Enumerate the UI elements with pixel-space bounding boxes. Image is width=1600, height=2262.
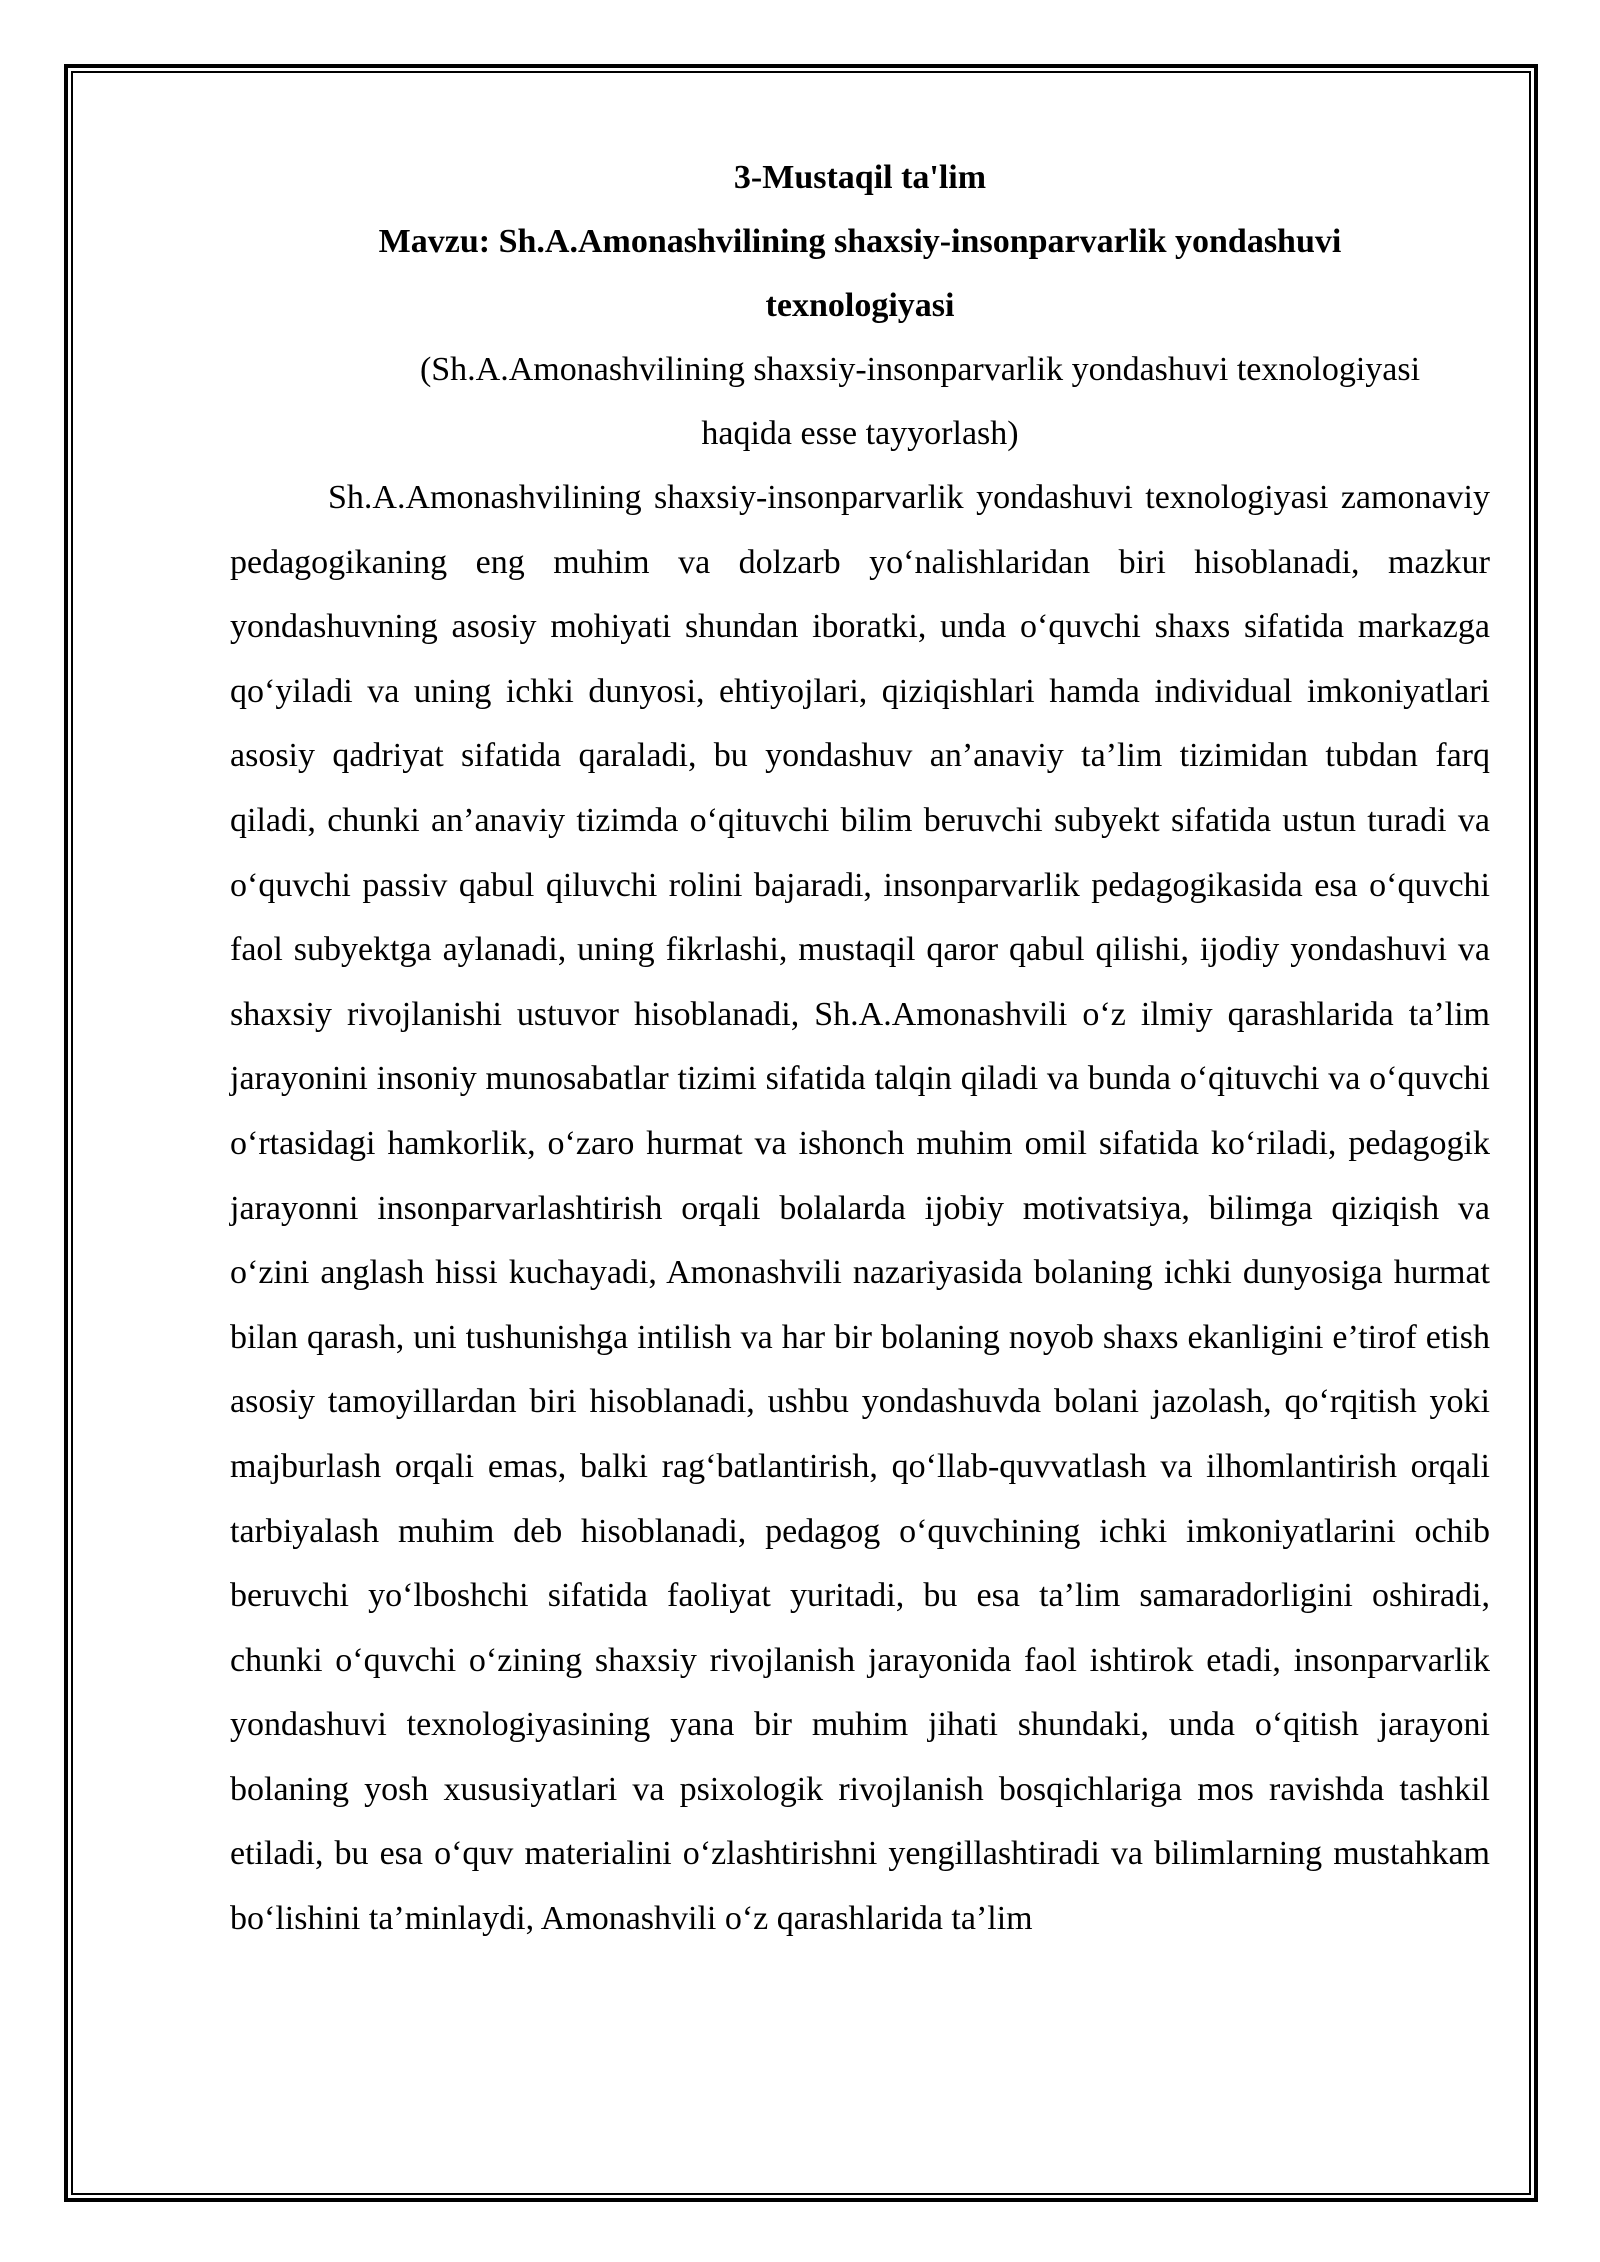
essay-paragraph: Sh.A.Amonashvilining shaxsiy-insonparvarlik yondashuvi texnologiyasi zamonaviy pedagogikaning eng muhim va dolzarb yo‘nalishlaridan biri hisoblanadi, mazkur yondashuvning asosiy mohiyati shundan iboratki, unda o‘quvchi shaxs sifatida markazga qo‘yiladi va uning ichki dunyosi, ehtiyojlari, qiziqishlari hamda individual imkoniyatlari asosiy qadriyat sifatida qaraladi, bu yondashuv an’anaviy ta’lim tizimidan tubdan farq qiladi, chunki an’anaviy tizimda o‘qituvchi bilim beruvchi subyekt sifatida ustun turadi va o‘quvchi passiv qabul qiluvchi rolini bajaradi, insonparvarlik pedagogikasida esa o‘quvchi faol subyektga aylanadi, uning fikrlashi, mustaqil qaror qabul qilishi, ijodiy yondashuvi va shaxsiy rivojlanishi ustuvor hisoblanadi, Sh.A.Amonashvili o‘z ilmiy qarashlarida ta’lim jarayonini insoniy munosabatlar tizimi sifatida talqin qiladi va bunda o‘qituvchi va o‘quvchi o‘rtasidagi hamkorlik, o‘zaro hurmat va ishonch muhim omil sifatida ko‘riladi, pedagogik jarayonni insonparvarlashtirish orqali bolalarda ijobiy motivatsiya, bilimga qiziqish va o‘zini anglash hissi kuchayadi, Amonashvili nazariyasida bolaning ichki dunyosiga hurmat bilan qarash, uni tushunishga intilish va har bir bolaning noyob shaxs ekanligini e’tirof etish asosiy tamoyillardan biri hisoblanadi, ushbu yondashuvda bolani jazolash, qo‘rqitish yoki majburlash orqali emas, balki rag‘batlantirish, qo‘llab-quvvatlash va ilhomlantirish orqali tarbiyalash muhim deb hisoblanadi, pedagog o‘quvchining ichki imkoniyatlarini ochib beruvchi yo‘lboshchi sifatida faoliyat yuritadi, bu esa ta’lim samaradorligini oshiradi, chunki o‘quvchi o‘zining shaxsiy rivojlanish jarayonida faol ishtirok etadi, insonparvarlik yondashuvi texnologiyasining yana bir muhim jihati shundaki, unda o‘qitish jarayoni bolaning yosh xususiyatlari va psixologik rivojlanish bosqichlariga mos ravishda tashkil etiladi, bu esa o‘quv materialini o‘zlashtirishni yengillashtiradi va bilimlarning mustahkam bo‘lishini ta’minlaydi, Amonashvili o‘z qarashlarida ta’lim: [230, 479, 1490, 1938]
document-heading: 3-Mustaqil ta'lim: [733, 159, 987, 196]
task-description: [230, 338, 1490, 466]
task-line-2: haqida esse tayyorlash): [701, 415, 1019, 452]
task-line-1: (Sh.A.Amonashvilining shaxsiy-insonparvarlik yondashuvi texnologiyasi: [419, 351, 1421, 388]
topic-line-2: texnologiyasi: [765, 287, 955, 324]
topic-line-1: Mavzu: Sh.A.Amonashvilining shaxsiy-insonparvarlik yondashuvi: [378, 223, 1342, 260]
document-body: [230, 146, 1490, 1952]
